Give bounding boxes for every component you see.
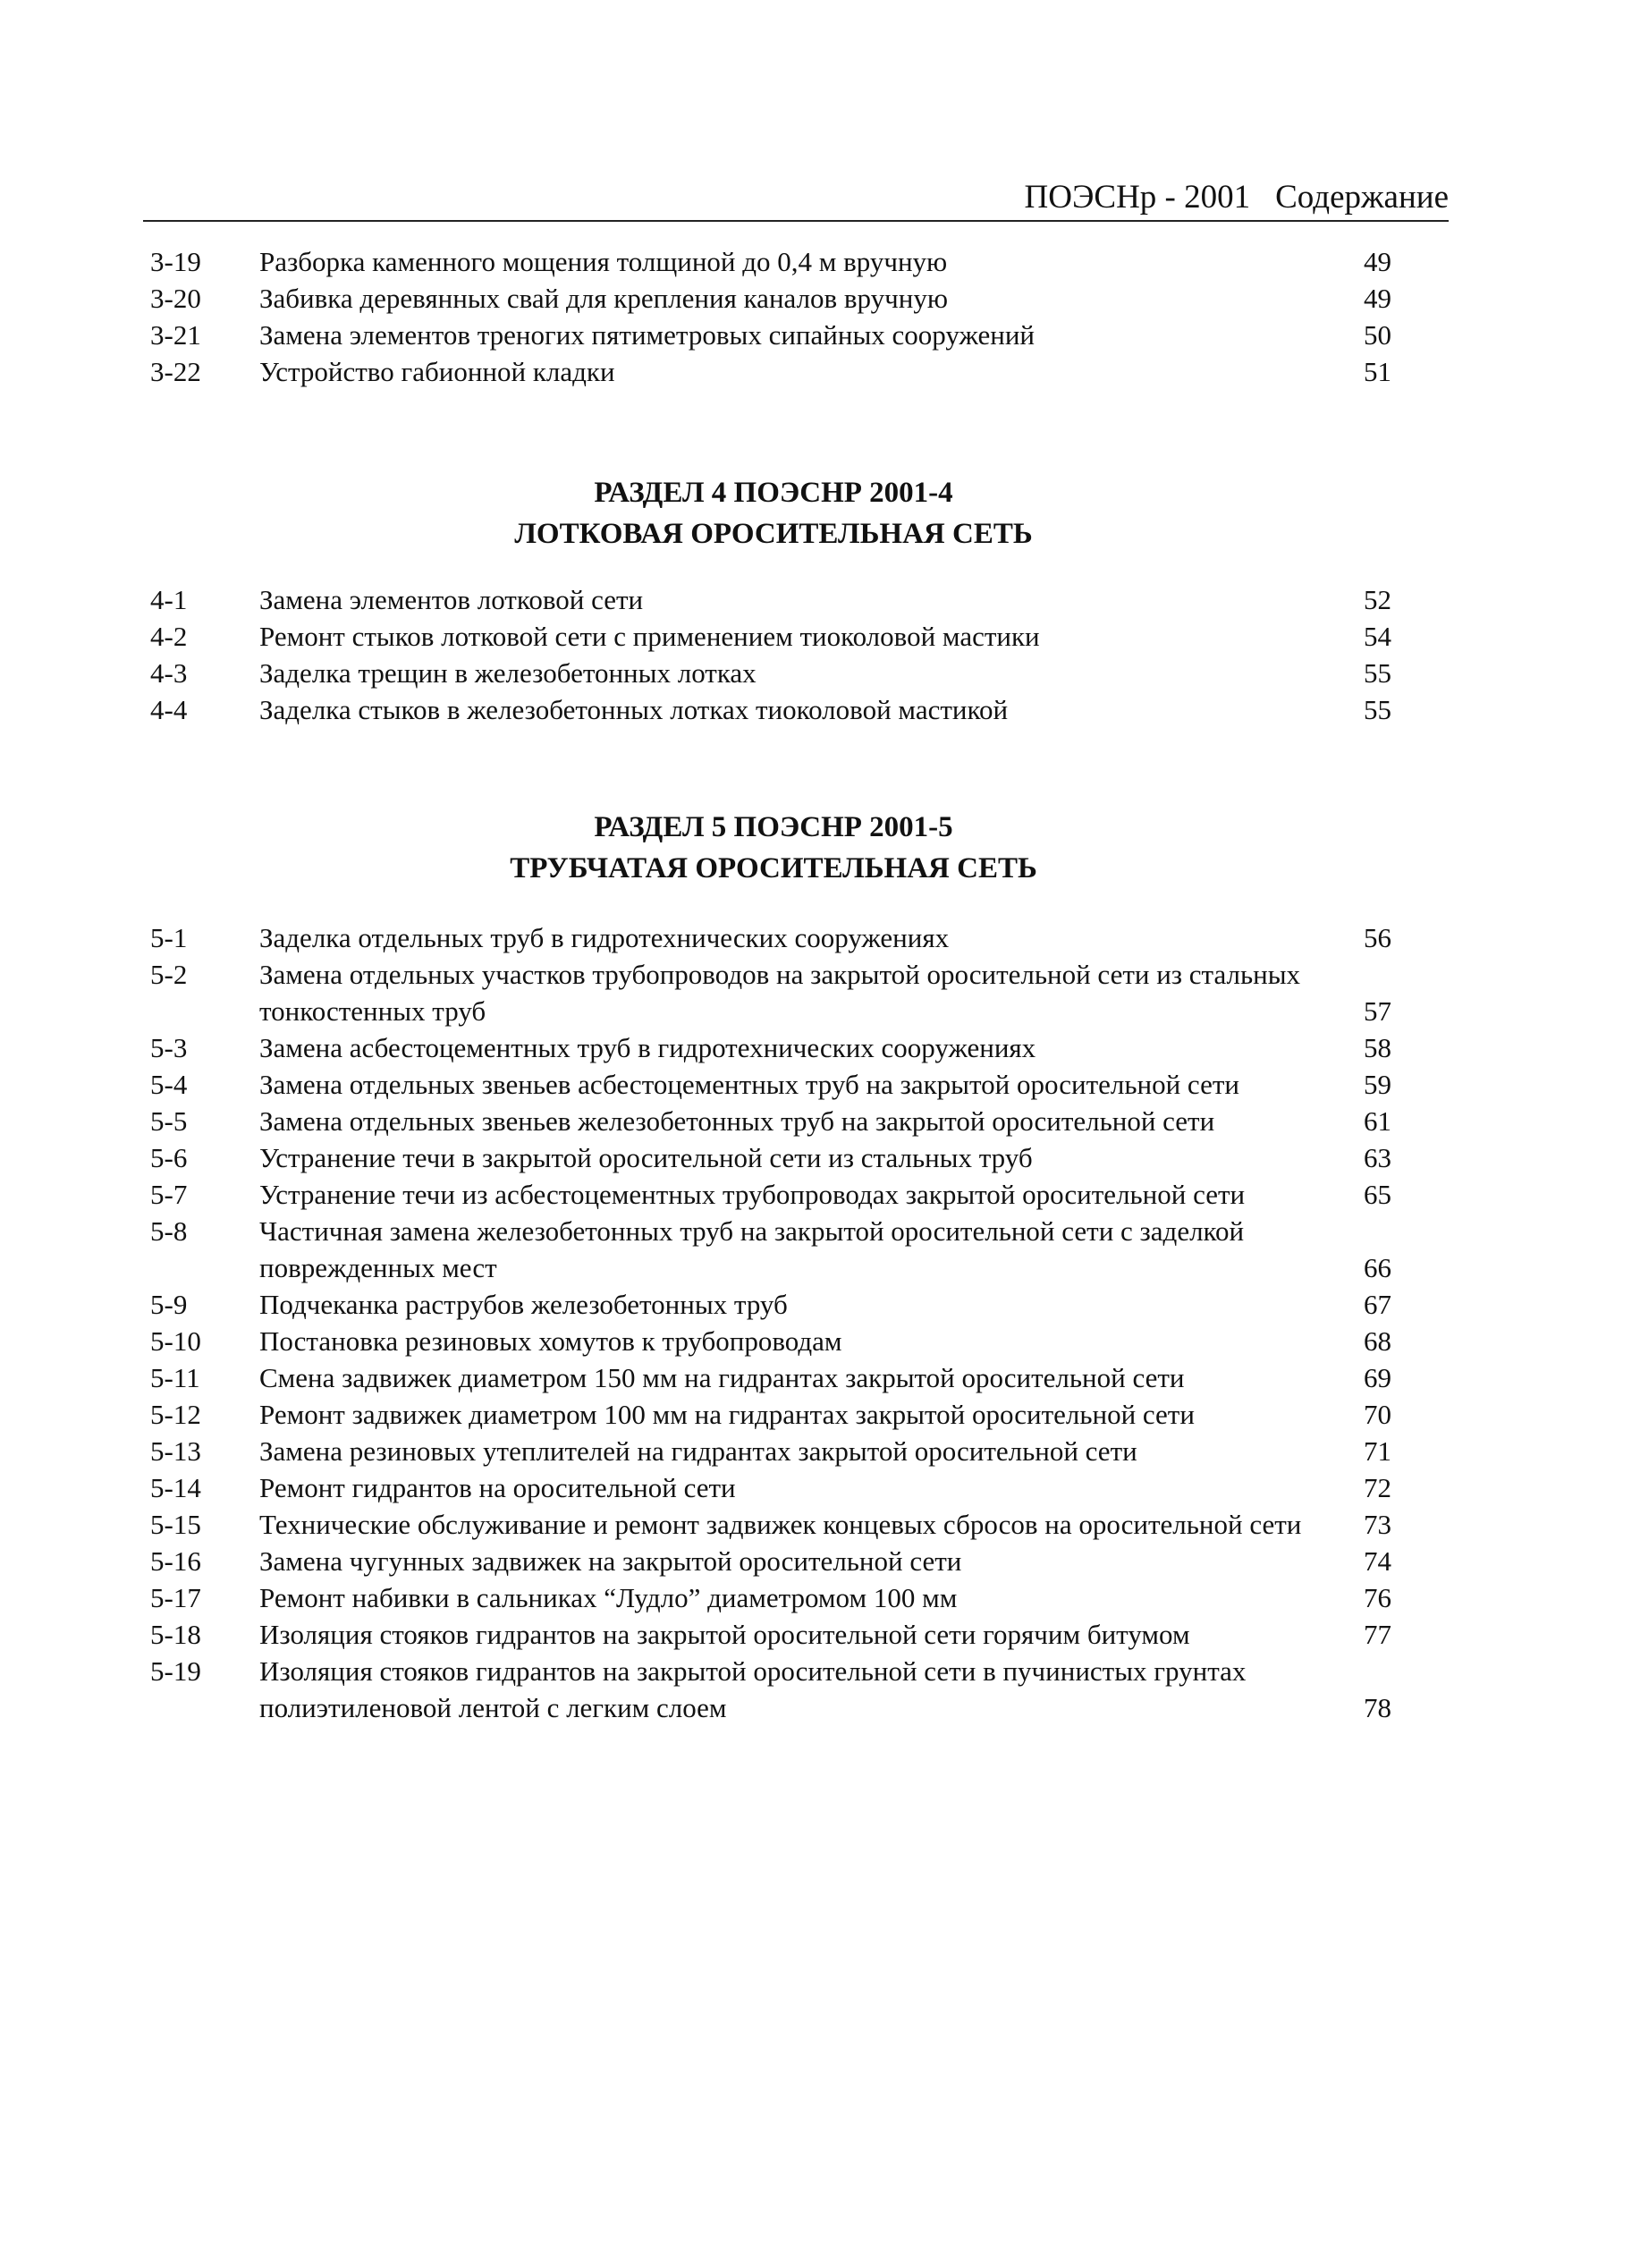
toc-entry-page: 73 xyxy=(1364,1509,1391,1540)
section-5-title: РАЗДЕЛ 5 ПОЭСНР 2001-5 xyxy=(594,811,953,843)
toc-entry-number: 5-3 xyxy=(150,1032,188,1063)
toc-entry-number: 3-20 xyxy=(150,283,201,314)
section-5-toc-list xyxy=(143,919,1404,1726)
toc-entry-number: 5-10 xyxy=(150,1325,201,1357)
header-label: Содержание xyxy=(1275,179,1449,216)
toc-entry-title: Замена чугунных задвижек на закрытой оросительной сети xyxy=(259,1545,962,1577)
toc-entry[interactable] xyxy=(143,691,1404,728)
toc-entry-page: 59 xyxy=(1364,1069,1391,1100)
toc-entry-title: Забивка деревянных свай для крепления каналов вручную xyxy=(259,283,948,314)
toc-entry-number: 5-5 xyxy=(150,1105,188,1137)
toc-entry[interactable] xyxy=(143,243,1404,280)
toc-entry-page: 66 xyxy=(1364,1252,1391,1283)
toc-entry[interactable] xyxy=(143,1396,1404,1433)
toc-entry-number: 5-2 xyxy=(150,959,188,990)
toc-entry-title: Устранение течи в закрытой оросительной сети из стальных труб xyxy=(259,1142,1033,1173)
toc-entry-page: 63 xyxy=(1364,1142,1391,1173)
toc-entry-number: 5-16 xyxy=(150,1545,201,1577)
toc-entry[interactable] xyxy=(143,1213,1404,1286)
toc-entry[interactable] xyxy=(143,1066,1404,1103)
toc-entry-number: 5-8 xyxy=(150,1215,188,1247)
toc-entry-title: Устройство габионной кладки xyxy=(259,356,615,387)
toc-entry-page: 78 xyxy=(1364,1692,1391,1723)
section-4-heading xyxy=(143,472,1404,554)
toc-entry-page: 65 xyxy=(1364,1179,1391,1210)
toc-entry-page: 52 xyxy=(1364,584,1391,615)
toc-entry[interactable] xyxy=(143,1029,1404,1066)
section-4-toc-list xyxy=(143,581,1404,728)
toc-entry-number: 3-19 xyxy=(150,246,201,277)
toc-entry-title: Замена элементов треногих пятиметровых сипайных сооружений xyxy=(259,319,1036,351)
toc-entry-title: Изоляция стояков гидрантов на закрытой оросительной сети горячим битумом xyxy=(259,1619,1190,1650)
toc-entry-number: 4-4 xyxy=(150,694,188,725)
toc-entry-title: Замена отдельных звеньев асбестоцементных труб на закрытой оросительной сети xyxy=(259,1069,1239,1100)
toc-entry-number: 3-22 xyxy=(150,356,201,387)
toc-entry[interactable] xyxy=(143,1653,1404,1726)
toc-entry[interactable] xyxy=(143,618,1404,655)
toc-entry[interactable] xyxy=(143,655,1404,691)
toc-entry[interactable] xyxy=(143,280,1404,317)
toc-entry-number: 4-3 xyxy=(150,657,188,689)
toc-entry-number: 5-17 xyxy=(150,1582,201,1613)
document-code: ПОЭСНр - 2001 xyxy=(1024,179,1251,216)
toc-entry-title: Заделка отдельных труб в гидротехнических сооружениях xyxy=(259,922,950,953)
toc-entry-number: 3-21 xyxy=(150,319,201,351)
toc-entry-number: 5-9 xyxy=(150,1289,188,1320)
toc-entry-page: 70 xyxy=(1364,1399,1391,1430)
toc-entry-number: 5-7 xyxy=(150,1179,188,1210)
section-4-title: РАЗДЕЛ 4 ПОЭСНР 2001-4 xyxy=(594,477,953,509)
toc-entry-title: Смена задвижек диаметром 150 мм на гидрантах закрытой оросительной сети xyxy=(259,1362,1185,1393)
toc-entry-title: Постановка резиновых хомутов к трубопроводам xyxy=(259,1325,842,1357)
toc-entry-number: 5-15 xyxy=(150,1509,201,1540)
toc-entry-title: Частичная замена железобетонных труб на закрытой оросительной сети с заделкой поврежденных мест xyxy=(259,1215,1245,1283)
toc-entry[interactable] xyxy=(143,1506,1404,1543)
section-5-subtitle: ТРУБЧАТАЯ ОРОСИТЕЛЬНАЯ СЕТЬ xyxy=(510,852,1037,884)
toc-entry[interactable] xyxy=(143,1139,1404,1176)
toc-entry-number: 5-18 xyxy=(150,1619,201,1650)
toc-entry-number: 5-4 xyxy=(150,1069,188,1100)
toc-entry-title: Ремонт задвижек диаметром 100 мм на гидрантах закрытой оросительной сети xyxy=(259,1399,1195,1430)
toc-entry[interactable] xyxy=(143,1616,1404,1653)
toc-entry-page: 76 xyxy=(1364,1582,1391,1613)
toc-entry-page: 56 xyxy=(1364,922,1391,953)
toc-entry-title: Заделка стыков в железобетонных лотках тиоколовой мастикой xyxy=(259,694,1009,725)
toc-entry-page: 49 xyxy=(1364,283,1391,314)
toc-entry-title: Замена резиновых утеплителей на гидрантах закрытой оросительной сети xyxy=(259,1435,1137,1467)
toc-entry[interactable] xyxy=(143,317,1404,353)
toc-entry-title: Замена элементов лотковой сети xyxy=(259,584,644,615)
toc-entry-page: 49 xyxy=(1364,246,1391,277)
toc-entry-number: 5-12 xyxy=(150,1399,201,1430)
section-5-heading xyxy=(143,807,1404,889)
toc-entry-title: Заделка трещин в железобетонных лотках xyxy=(259,657,757,689)
toc-entry-page: 69 xyxy=(1364,1362,1391,1393)
toc-entry-page: 74 xyxy=(1364,1545,1391,1577)
section-4-subtitle: ЛОТКОВАЯ ОРОСИТЕЛЬНАЯ СЕТЬ xyxy=(514,518,1033,550)
toc-entry-page: 61 xyxy=(1364,1105,1391,1137)
toc-entry-title: Подчеканка раструбов железобетонных труб xyxy=(259,1289,788,1320)
toc-entry-page: 55 xyxy=(1364,694,1391,725)
toc-entry-page: 67 xyxy=(1364,1289,1391,1320)
toc-entry-number: 4-1 xyxy=(150,584,188,615)
toc-entry-page: 50 xyxy=(1364,319,1391,351)
toc-entry-page: 51 xyxy=(1364,356,1391,387)
toc-entry[interactable] xyxy=(143,1543,1404,1579)
toc-entry[interactable] xyxy=(143,353,1404,390)
toc-entry[interactable] xyxy=(143,1286,1404,1323)
toc-entry-title: Ремонт набивки в сальниках “Лудло” диаметромом 100 мм xyxy=(259,1582,958,1613)
header-text xyxy=(1025,178,1449,216)
toc-entry[interactable] xyxy=(143,1579,1404,1616)
toc-entry-page: 71 xyxy=(1364,1435,1391,1467)
toc-entry-page: 68 xyxy=(1364,1325,1391,1357)
toc-entry-title: Замена асбестоцементных труб в гидротехнических сооружениях xyxy=(259,1032,1036,1063)
toc-entry[interactable] xyxy=(143,1433,1404,1469)
toc-entry-page: 57 xyxy=(1364,995,1391,1027)
toc-entry-title: Ремонт стыков лотковой сети с применением тиоколовой мастики xyxy=(259,621,1040,652)
toc-entry-title: Разборка каменного мощения толщиной до 0,4 м вручную xyxy=(259,246,948,277)
section-3-toc-list xyxy=(143,243,1404,390)
toc-entry[interactable] xyxy=(143,919,1404,956)
toc-entry-number: 5-1 xyxy=(150,922,188,953)
toc-entry-number: 5-13 xyxy=(150,1435,201,1467)
toc-entry[interactable] xyxy=(143,1103,1404,1139)
toc-entry-title: Технические обслуживание и ремонт задвижек концевых сбросов на оросительной сети xyxy=(259,1509,1302,1540)
toc-entry-title: Ремонт гидрантов на оросительной сети xyxy=(259,1472,736,1503)
toc-entry-number: 4-2 xyxy=(150,621,188,652)
toc-entry-page: 54 xyxy=(1364,621,1391,652)
toc-entry[interactable] xyxy=(143,1323,1404,1359)
toc-entry[interactable] xyxy=(143,581,1404,618)
page-header xyxy=(143,168,1449,222)
toc-entry-title: Устранение течи из асбестоцементных трубопроводах закрытой оросительной сети xyxy=(259,1179,1246,1210)
toc-entry-number: 5-19 xyxy=(150,1655,201,1687)
toc-entry-page: 55 xyxy=(1364,657,1391,689)
toc-entry[interactable] xyxy=(143,1469,1404,1506)
toc-entry-page: 72 xyxy=(1364,1472,1391,1503)
toc-entry-page: 58 xyxy=(1364,1032,1391,1063)
toc-entry[interactable] xyxy=(143,956,1404,1029)
toc-entry[interactable] xyxy=(143,1359,1404,1396)
toc-entry[interactable] xyxy=(143,1176,1404,1213)
toc-entry-number: 5-11 xyxy=(150,1362,200,1393)
toc-entry-number: 5-6 xyxy=(150,1142,188,1173)
toc-entry-title: Замена отдельных звеньев железобетонных труб на закрытой оросительной сети xyxy=(259,1105,1215,1137)
toc-entry-number: 5-14 xyxy=(150,1472,201,1503)
toc-entry-title: Изоляция стояков гидрантов на закрытой оросительной сети в пучинистых грунтах полиэтиленовой лентой с легким слоем xyxy=(259,1655,1247,1723)
toc-entry-title: Замена отдельных участков трубопроводов на закрытой оросительной сети из стальных тонкостенных труб xyxy=(259,959,1301,1027)
toc-entry-page: 77 xyxy=(1364,1619,1391,1650)
